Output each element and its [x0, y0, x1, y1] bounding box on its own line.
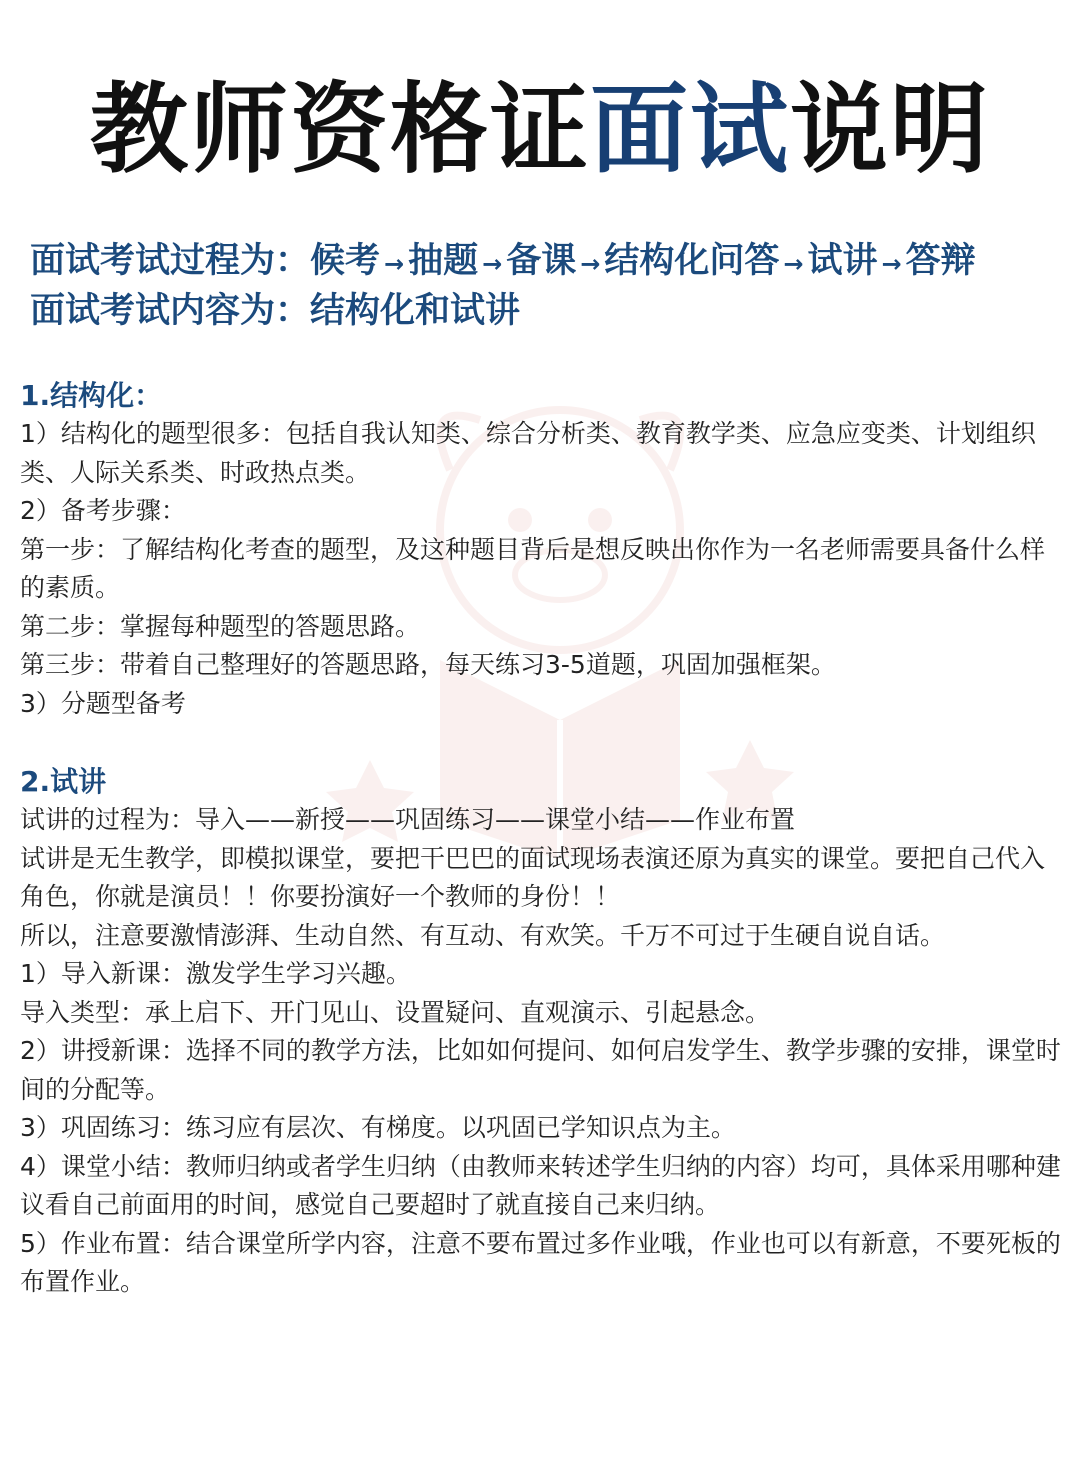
paragraph: 试讲的过程为：导入——新授——巩固练习——课堂小结——作业布置 — [20, 805, 796, 834]
arrow-right-icon: → — [482, 250, 503, 278]
content-line — [30, 286, 1060, 336]
paragraph: 1）导入新课：激发学生学习兴趣。 — [20, 959, 411, 988]
paragraph: 5）作业布置：结合课堂所学内容，注意不要布置过多作业哦，作业也可以有新意，不要死板的布置作业。 — [20, 1228, 1061, 1296]
arrow-right-icon: → — [783, 250, 804, 278]
paragraph: 3）巩固练习：练习应有层次、有梯度。以巩固已学知识点为主。 — [20, 1113, 736, 1142]
paragraph: 第一步：了解结构化考查的题型，及这种题目背后是想反映出你作为一名老师需要具备什么样的素质。 — [20, 534, 1046, 602]
arrow-right-icon: → — [580, 250, 601, 278]
section-structured — [20, 377, 1065, 723]
section-trial-lecture — [20, 763, 1065, 1302]
process-step-5: 试讲 — [807, 241, 878, 281]
arrow-right-icon: → — [384, 250, 405, 278]
exam-summary — [30, 236, 1060, 336]
content-value: 结构化和试讲 — [310, 291, 521, 331]
process-step-1: 候考 — [310, 241, 381, 281]
process-line — [30, 236, 1060, 286]
page-title — [0, 70, 1080, 190]
paragraph: 第二步：掌握每种题型的答题思路。 — [20, 611, 421, 641]
paragraph: 导入类型：承上启下、开门见山、设置疑问、直观演示、引起悬念。 — [20, 997, 771, 1027]
process-step-2: 抽题 — [408, 241, 479, 281]
section-heading: 2.试讲 — [20, 765, 107, 798]
arrow-right-icon: → — [881, 250, 902, 278]
paragraph: 3）分题型备考 — [20, 688, 186, 718]
process-step-4: 结构化问答 — [604, 241, 780, 281]
paragraph: 2）讲授新课：选择不同的教学方法，比如如何提问、如何启发学生、教学步骤的安排，课堂时间的分配等。 — [20, 1036, 1061, 1104]
paragraph: 4）课堂小结：教师归纳或者学生归纳（由教师来转述学生归纳的内容）均可，具体采用哪种建议看自己前面用的时间，感觉自己要超时了就直接自己来归纳。 — [20, 1151, 1061, 1219]
paragraph: 试讲是无生教学，即模拟课堂，要把干巴巴的面试现场表演还原为真实的课堂。要把自己代入角色，你就是演员！！你要扮演好一个教师的身份！！ — [20, 843, 1046, 911]
paragraph: 1）结构化的题型很多：包括自我认知类、综合分析类、教育教学类、应急应变类、计划组织类、人际关系类、时政热点类。 — [20, 419, 1036, 487]
paragraph: 所以，注意要激情澎湃、生动自然、有互动、有欢笑。千万不可过于生硬自说自话。 — [20, 920, 946, 950]
paragraph: 2）备考步骤： — [20, 496, 186, 525]
content-label: 面试考试内容为： — [30, 291, 311, 331]
paragraph: 第三步：带着自己整理好的答题思路，每天练习3-5道题，巩固加强框架。 — [20, 650, 836, 679]
section-heading: 1.结构化： — [20, 379, 163, 412]
process-label: 面试考试过程为： — [30, 241, 311, 281]
process-step-3: 备课 — [506, 241, 577, 281]
title-part2-accent: 面试 — [589, 73, 790, 187]
title-part3: 说明 — [790, 73, 991, 187]
title-part1: 教师资格证 — [89, 73, 590, 187]
process-step-6: 答辩 — [905, 241, 976, 281]
